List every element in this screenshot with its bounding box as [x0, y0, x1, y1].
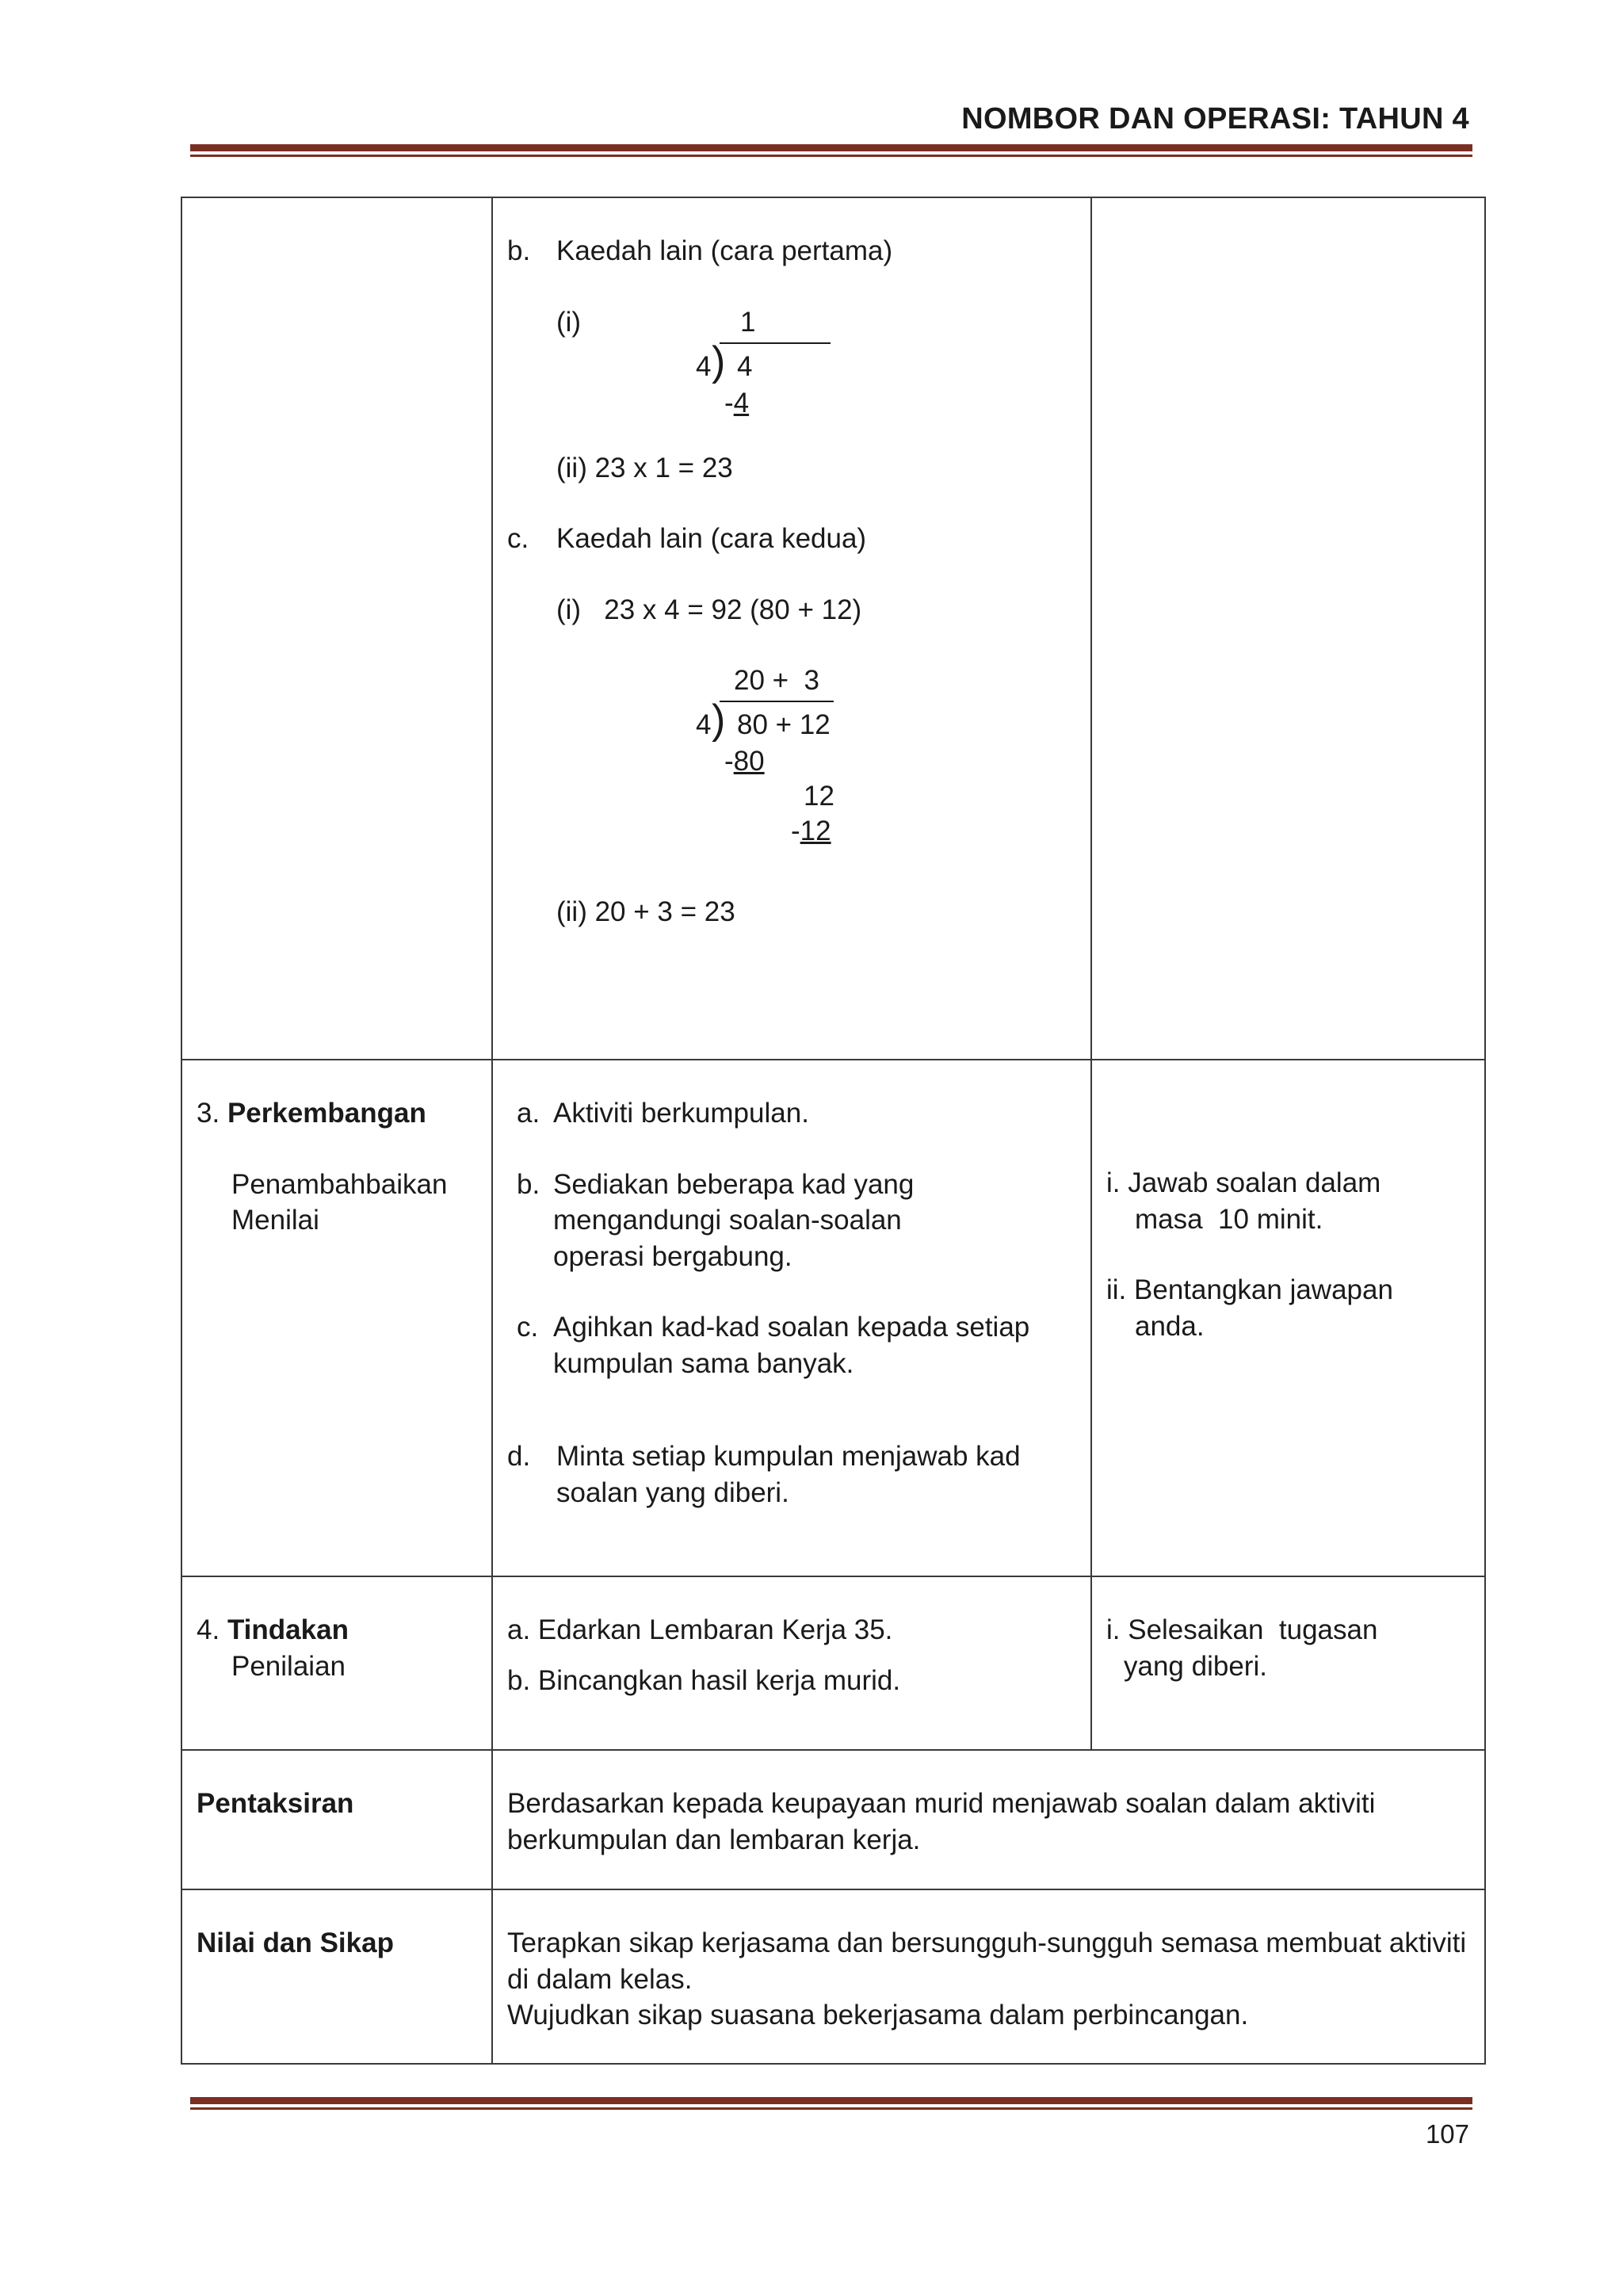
- activity-c: c. Agihkan kad-kad soalan kepada setiap kumpulan sama banyak.: [517, 1312, 1030, 1379]
- row2-col2: [492, 1060, 1091, 1576]
- action-b: b. Bincangkan hasil kerja murid.: [507, 1664, 901, 1696]
- step-number: 4.: [197, 1614, 220, 1645]
- row3-col2: [492, 1576, 1091, 1750]
- row2-col1: [181, 1060, 492, 1576]
- long-division-2: [507, 663, 1076, 859]
- c-ii-line: (ii) 20 + 3 = 23: [556, 896, 735, 927]
- assessment-text: Berdasarkan kepada keupayaan murid menjawab soalan dalam aktiviti berkumpulan dan lembaran kerja.: [507, 1788, 1376, 1855]
- activity-a: a. Aktiviti berkumpulan.: [517, 1098, 809, 1129]
- action-a: a. Edarkan Lembaran Kerja 35.: [507, 1614, 893, 1645]
- step-number: 3.: [197, 1098, 220, 1129]
- div2-divisor: 4: [696, 709, 712, 740]
- row1-col2: [492, 197, 1091, 1060]
- table-row: [181, 1576, 1485, 1750]
- row5-col2: [492, 1889, 1485, 2064]
- c-i-line: (i) 23 x 4 = 92 (80 + 12): [556, 594, 862, 625]
- header-rule: [190, 144, 1472, 157]
- row3-col3: [1091, 1576, 1485, 1750]
- response-i: i. Jawab soalan dalam: [1106, 1167, 1381, 1198]
- row3-col1: [181, 1576, 492, 1750]
- lesson-plan-table: [181, 197, 1486, 2065]
- div1-bar: [720, 342, 831, 344]
- response-ii: ii. Bentangkan jawapan: [1106, 1274, 1393, 1305]
- div1-subtract: -4: [724, 387, 750, 418]
- table-row: [181, 1889, 1485, 2064]
- div2-remainder: 12: [804, 781, 834, 812]
- step-title: Perkembangan: [227, 1098, 426, 1129]
- div2-bracket: ): [712, 697, 726, 743]
- div1-divisor: 4: [696, 350, 712, 382]
- activity-d: d. Minta setiap kumpulan menjawab kad soalan yang diberi.: [507, 1441, 1021, 1508]
- action-response-2: yang diberi.: [1124, 1650, 1267, 1682]
- row1-col3-empty: [1091, 197, 1485, 1060]
- item-c: c. Kaedah lain (cara kedua): [507, 521, 1076, 557]
- b-ii-line: (ii) 23 x 1 = 23: [556, 452, 733, 483]
- item-b: b. Kaedah lain (cara pertama): [507, 233, 1076, 269]
- table-row: [181, 197, 1485, 1060]
- table-row: [181, 1060, 1485, 1576]
- div2-quotient: 20 + 3: [734, 665, 820, 696]
- step-sub: Penilaian: [231, 1650, 346, 1682]
- row5-col1: [181, 1889, 492, 2064]
- footer-rule: [190, 2097, 1472, 2110]
- values-label: Nilai dan Sikap: [197, 1927, 394, 1958]
- item-c-text: Kaedah lain (cara kedua): [556, 523, 867, 554]
- row4-col2: [492, 1750, 1485, 1889]
- div1-bracket: ): [712, 338, 726, 384]
- row4-col1: [181, 1750, 492, 1889]
- row1-col1-empty: [181, 197, 492, 1060]
- activity-b: b. Sediakan beberapa kad yang mengandungi soalan-soalan operasi bergabung.: [517, 1168, 915, 1272]
- step-title: Tindakan: [227, 1614, 349, 1645]
- div1-dividend: 4: [737, 350, 753, 382]
- action-response-1: i. Selesaikan tugasan: [1106, 1614, 1378, 1645]
- values-text-1: Terapkan sikap kerjasama dan bersungguh-sungguh semasa membuat aktiviti di dalam kelas.: [507, 1927, 1467, 1995]
- div1-quotient: 1: [740, 306, 756, 338]
- div2-subtract-1: -80: [724, 746, 765, 777]
- page-number: 107: [1425, 2119, 1469, 2149]
- step-sub-1: Penambahbaikan: [231, 1168, 448, 1200]
- values-text-2: Wujudkan sikap suasana bekerjasama dalam perbincangan.: [507, 2000, 1249, 2030]
- row2-col3: i. Jawab soalan dalam masa 10 minit. ii. Bentangkan jawapan anda.: [1091, 1060, 1485, 1576]
- page-header-title: NOMBOR DAN OPERASI: TAHUN 4: [961, 102, 1469, 136]
- div2-dividend: 80 + 12: [737, 709, 831, 740]
- table-row: [181, 1750, 1485, 1889]
- assessment-label: Pentaksiran: [197, 1788, 354, 1819]
- long-division-1: [507, 304, 1076, 418]
- div2-subtract-2: -12: [791, 816, 831, 846]
- div2-bar: [720, 701, 834, 702]
- item-b-text: Kaedah lain (cara pertama): [556, 235, 893, 266]
- label-b-i: (i): [556, 306, 582, 338]
- step-sub-2: Menilai: [231, 1205, 319, 1236]
